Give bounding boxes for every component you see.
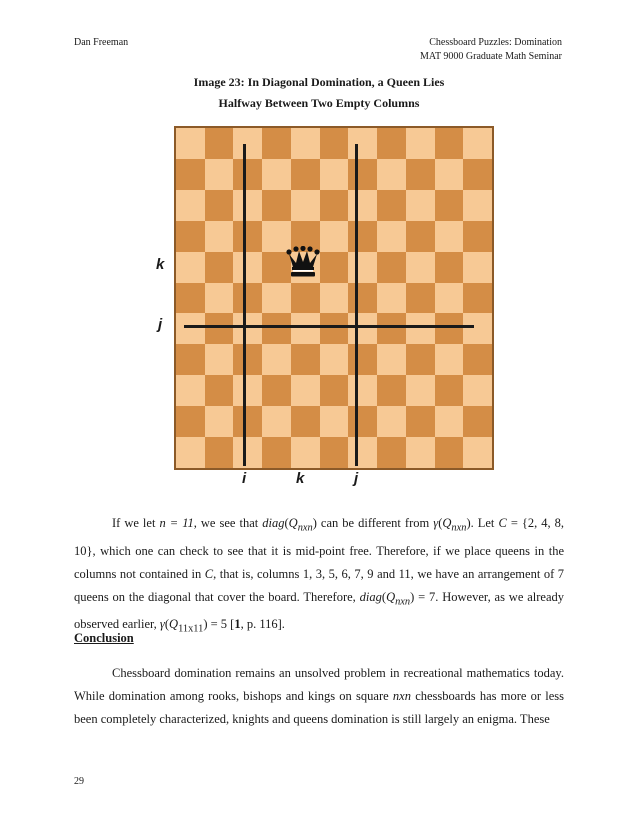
board-square [205, 344, 234, 375]
board-square [463, 406, 492, 437]
board-square [348, 283, 377, 314]
text: Chessboard domination remains an unsolved problem in recreational mathematics today. While domination among rooks, bishops and kings on square [74, 666, 564, 703]
math-c: C [498, 516, 507, 530]
board-square [291, 313, 320, 344]
board-square [377, 375, 406, 406]
board-square [463, 190, 492, 221]
text: , we see that [193, 516, 259, 530]
board-square [205, 313, 234, 344]
figure-caption [0, 72, 638, 114]
board-square [435, 283, 464, 314]
board-square [291, 406, 320, 437]
board-square [377, 313, 406, 344]
math-q: Q [169, 617, 179, 631]
board-square [176, 128, 205, 159]
board-square [406, 375, 435, 406]
math-sub: 11x11 [178, 623, 204, 635]
header-course: MAT 9000 Graduate Math Seminar [419, 51, 562, 62]
board-square [291, 128, 320, 159]
board-square [205, 159, 234, 190]
board-square [320, 190, 349, 221]
board-square [233, 128, 262, 159]
board-square [233, 221, 262, 252]
col-label-k: k [296, 470, 305, 487]
math-diag: diag [359, 589, 382, 604]
board-square [348, 313, 377, 344]
board-square [377, 221, 406, 252]
board-square [291, 190, 320, 221]
board-square [377, 252, 406, 283]
board-square [262, 128, 291, 159]
math-nxn: nxn [392, 689, 411, 703]
chessboard [174, 126, 494, 470]
board-square [348, 128, 377, 159]
board-square [406, 283, 435, 314]
board-square [463, 283, 492, 314]
math-sub: nxn [297, 522, 313, 534]
text: If we let [112, 516, 156, 530]
text: . Let [470, 516, 495, 530]
board-square [205, 437, 234, 468]
board-square [320, 252, 349, 283]
board-square [406, 313, 435, 344]
board-square [406, 344, 435, 375]
board-square [262, 437, 291, 468]
board-square [435, 375, 464, 406]
board-square [205, 406, 234, 437]
board-square [320, 375, 349, 406]
board-square [406, 190, 435, 221]
board-square [176, 252, 205, 283]
board-square [262, 283, 291, 314]
board-square [176, 344, 205, 375]
board-square [463, 313, 492, 344]
board-square [463, 437, 492, 468]
board-square [262, 406, 291, 437]
board-square [176, 159, 205, 190]
board-square [233, 313, 262, 344]
text: , p. 116]. [240, 617, 285, 631]
board-square [233, 375, 262, 406]
row-line-j [184, 325, 474, 328]
board-square [320, 344, 349, 375]
board-square [262, 190, 291, 221]
board-square [377, 159, 406, 190]
text: chessboards has more or less been completely characterized, knights and queens domination is still largely an enigma. These [74, 689, 565, 726]
math-diag: diag [262, 516, 285, 530]
board-square [348, 190, 377, 221]
board-square [463, 128, 492, 159]
board-square [377, 190, 406, 221]
row-label-k: k [156, 256, 165, 273]
board-square [435, 128, 464, 159]
board-square [291, 159, 320, 190]
column-line-j [355, 144, 358, 466]
page-number: 29 [74, 776, 84, 787]
board-square [176, 221, 205, 252]
math-n: n = 11 [159, 516, 194, 530]
board-square [205, 252, 234, 283]
board-square [320, 406, 349, 437]
board-square [205, 128, 234, 159]
column-line-i [243, 144, 246, 466]
board-square [176, 283, 205, 314]
board-square [463, 252, 492, 283]
board-square [320, 313, 349, 344]
text: can be different from [320, 516, 430, 530]
board-square [233, 344, 262, 375]
board-square [262, 375, 291, 406]
board-square [262, 313, 291, 344]
board-square [377, 283, 406, 314]
board-square [262, 344, 291, 375]
board-square [435, 159, 464, 190]
board-square [348, 406, 377, 437]
header-right [420, 36, 562, 64]
board-square [233, 406, 262, 437]
board-square [233, 252, 262, 283]
math-gamma: γ [433, 516, 439, 530]
board-square [406, 437, 435, 468]
board-square [435, 190, 464, 221]
board-square [205, 221, 234, 252]
board-square [320, 283, 349, 314]
math-q: Q [442, 516, 452, 530]
board-square [435, 221, 464, 252]
math-q: Q [386, 589, 396, 604]
board-square [320, 159, 349, 190]
board-square [176, 190, 205, 221]
math-sub: nxn [395, 596, 411, 607]
board-square [406, 406, 435, 437]
citation: 1 [234, 617, 241, 631]
board-square [348, 344, 377, 375]
section-heading-conclusion: Conclusion [74, 631, 134, 645]
board-square [291, 437, 320, 468]
board-square [348, 437, 377, 468]
board-square [463, 375, 492, 406]
board-square [377, 344, 406, 375]
row-label-j: j [158, 316, 163, 333]
caption-line-1: Image 23: In Diagonal Domination, a Queen Lies [193, 75, 445, 89]
header-author: Dan Freeman [74, 37, 129, 48]
board-square [406, 252, 435, 283]
board-square [435, 437, 464, 468]
board-square [435, 344, 464, 375]
board-square [233, 190, 262, 221]
caption-line-2: Halfway Between Two Empty Columns [218, 96, 420, 110]
paragraph-diagonal: If we let n = 11, we see that $diag(Q_{nxn})$ can be different from $\gamma(Q_{nxn})$. Let C = {2, 4, 8, 10}, which one can check to see that it is mid-point free. Therefore, if we place queens in the columns not contained in C, that is, columns 1, 3, 5, 6, 7, 9 and 11, we have an arrangement of 7 queens on the diagonal that cover the board. Therefore, $diag(Q_{nxn}) = 7$. However, as we already observed earlier, $\gamma(Q_{11x11}) = 5$ [1, p. 116]. [74, 516, 565, 635]
board-square [463, 159, 492, 190]
board-square [262, 159, 291, 190]
board-square [320, 128, 349, 159]
board-square [233, 283, 262, 314]
board-square [176, 313, 205, 344]
queen-icon [286, 246, 320, 278]
text: = 5 [ [210, 617, 235, 631]
board-square [348, 159, 377, 190]
col-label-j: j [354, 470, 359, 487]
board-square [406, 128, 435, 159]
board-square [291, 344, 320, 375]
board-square [463, 344, 492, 375]
board-square [348, 375, 377, 406]
text: , that is, columns 1, 3, 5, 6, 7, 9 and 11, we have an arrangement of 7 queens on the diagonal that cover the board. Therefore, [74, 566, 565, 604]
col-label-i: i [242, 470, 247, 487]
board-square [320, 221, 349, 252]
board-square [435, 313, 464, 344]
board-square [406, 159, 435, 190]
board-square [435, 252, 464, 283]
board-square [377, 406, 406, 437]
math-c: C [204, 566, 214, 581]
board-square [463, 221, 492, 252]
board-square [205, 375, 234, 406]
board-square [348, 252, 377, 283]
board-square [377, 437, 406, 468]
math-sub: nxn [451, 522, 467, 534]
header-title: Chessboard Puzzles: Domination [429, 37, 562, 48]
board-square [233, 437, 262, 468]
text: = {2, 4, 8, 10}, which one can check to see that it is mid-point free. Therefore, if we place queens in the columns not contained in [74, 516, 565, 581]
board-square [291, 283, 320, 314]
board-square [176, 406, 205, 437]
board-square [435, 406, 464, 437]
board-square [176, 437, 205, 468]
math-gamma: γ [159, 617, 165, 631]
board-square [406, 221, 435, 252]
math-q: Q [288, 516, 298, 530]
board-square [205, 190, 234, 221]
board-square [205, 283, 234, 314]
board-square [348, 221, 377, 252]
paragraph-conclusion [74, 662, 564, 731]
chessboard-figure [150, 122, 510, 492]
board-square [176, 375, 205, 406]
board-square [291, 375, 320, 406]
text: = 7. However, as we already observed earlier, [74, 589, 564, 631]
board-square [233, 159, 262, 190]
board-square [377, 128, 406, 159]
board-square [320, 437, 349, 468]
